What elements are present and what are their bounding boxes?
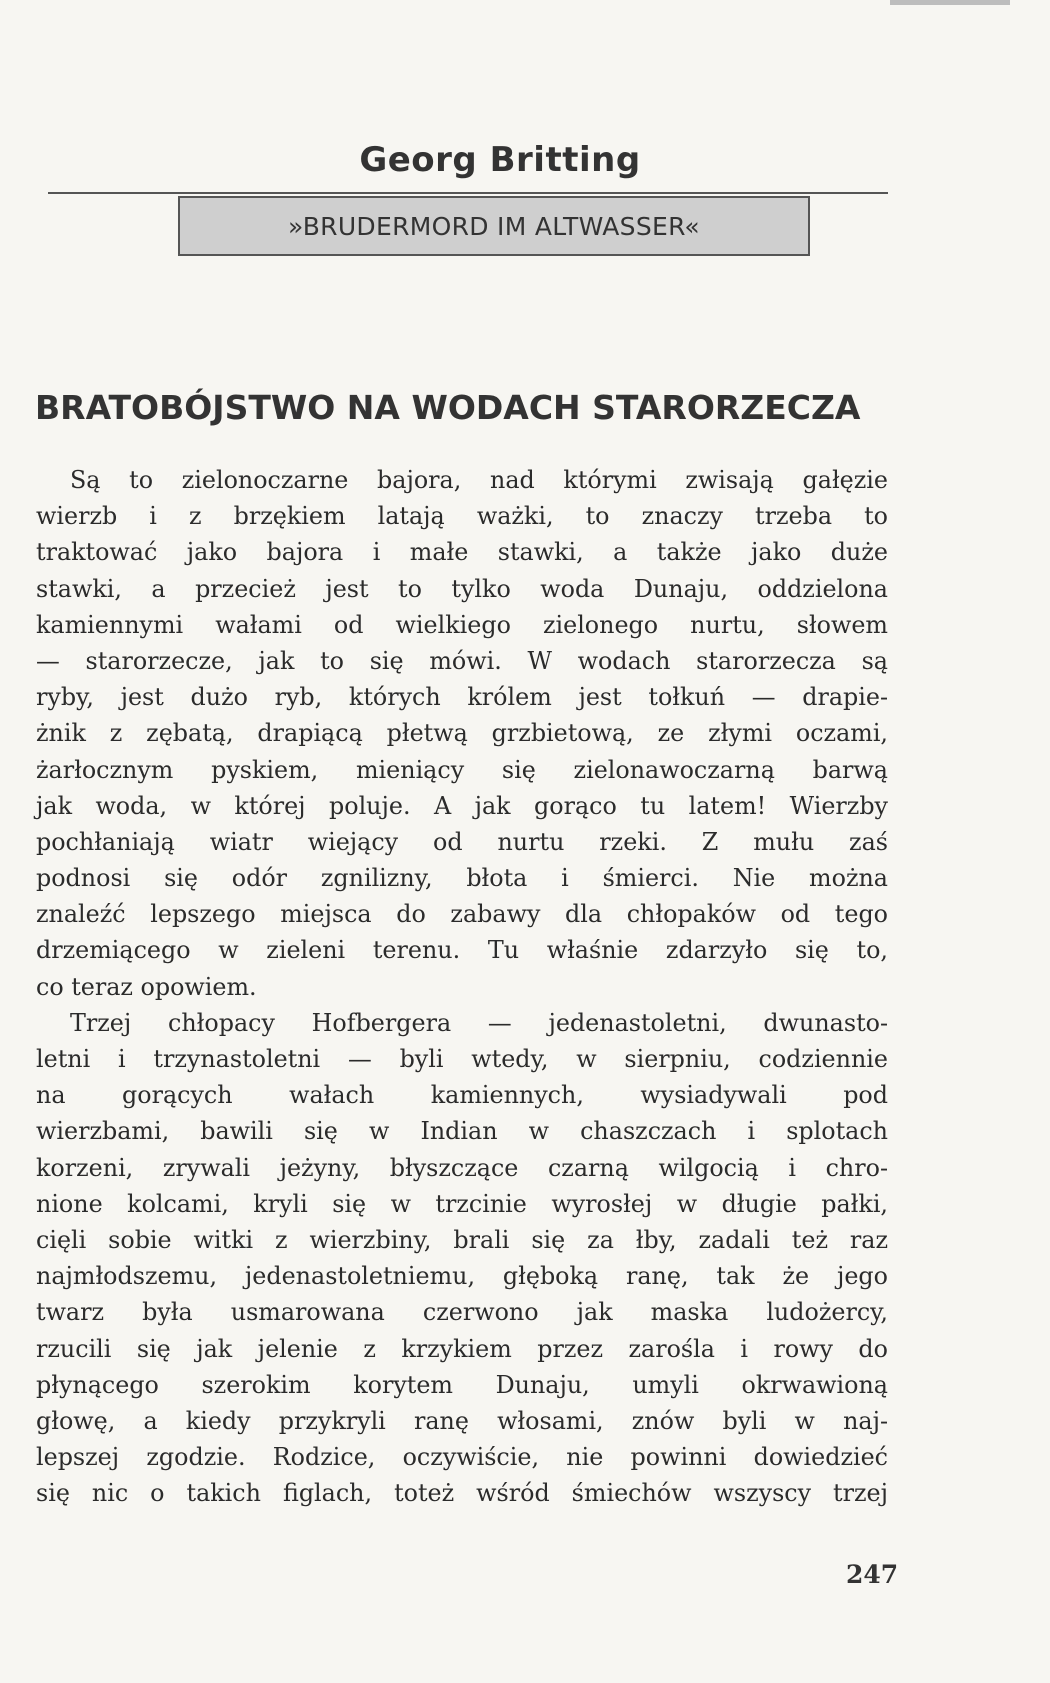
text-line: drzemiącego w zieleni terenu. Tu właśnie zdarzyło się to, [36,936,888,965]
text-line: kamiennymi wałami od wielkiego zielonego nurtu, słowem [36,610,888,639]
text-line: podnosi się odór zgnilizny, błota i śmierci. Nie można [36,864,888,893]
text-line: głowę, a kiedy przykryli ranę włosami, znów byli w naj- [36,1406,888,1435]
text-line: stawki, a przecież jest to tylko woda Dunaju, oddzielona [36,574,888,603]
text-line: korzeni, zrywali jeżyny, błyszczące czarną wilgocią i chro- [36,1153,888,1182]
text-line: letni i trzynastoletni — byli wtedy, w sierpniu, codziennie [36,1045,888,1073]
text-line: twarz była usmarowana czerwono jak maska ludożercy, [36,1298,888,1327]
body-text [36,462,888,1511]
story-title: BRATOBÓJSTWO NA WODACH STARORZECZA [35,388,861,427]
text-line: wierzb i z brzękiem latają ważki, to znaczy trzeba to [36,502,888,531]
original-title-box [178,196,810,256]
text-line: się nic o takich figlach, toteż wśród śmiechów wszyscy trzej [36,1479,888,1508]
text-line: pochłaniają wiatr wiejący od nurtu rzeki. Z mułu zaś [36,827,888,856]
text-line: wierzbami, bawili się w Indian w chaszczach i splotach [36,1117,888,1146]
text-line: lepszej zgodzie. Rodzice, oczywiście, nie powinni dowiedzieć [36,1443,888,1472]
text-line: Są to zielonoczarne bajora, nad którymi zwisają gałęzie [70,466,888,494]
text-line: na gorących wałach kamiennych, wysiadywali pod [36,1081,888,1110]
text-line: żarłocznym pyskiem, mieniący się zielonawoczarną barwą [36,755,888,784]
text-line: traktować jako bajora i małe stawki, a także jako duże [36,538,888,567]
text-line: ryby, jest dużo ryb, których królem jest tołkuń — drapie- [36,683,888,712]
text-line: znaleźć lepszego miejsca do zabawy dla chłopaków od tego [36,900,888,929]
text-line: nione kolcami, kryli się w trzcinie wyrosłej w długie pałki, [36,1189,888,1218]
author-name: Georg Britting [359,140,641,180]
text-line: rzucili się jak jelenie z krzykiem przez zarośla i rowy do [36,1334,888,1363]
header-rule [48,192,888,194]
text-line: jak woda, w której poluje. A jak gorąco tu latem! Wierzby [36,791,888,820]
text-line: — starorzecze, jak to się mówi. W wodach starorzecza są [36,646,888,675]
text-line: żnik z zębatą, drapiącą płetwą grzbietową, ze złymi oczami, [36,719,888,748]
text-line: Trzej chłopacy Hofbergera — jedenastoletni, dwunasto- [70,1008,888,1037]
text-line: co teraz opowiem. [36,972,257,1001]
page-number: 247 [846,1560,899,1589]
text-line: płynącego szerokim korytem Dunaju, umyli okrwawioną [36,1370,888,1399]
text-line: cięli sobie witki z wierzbiny, brali się za łby, zadali też raz [36,1225,888,1254]
text-line: najmłodszemu, jedenastoletniemu, głęboką ranę, tak że jego [36,1262,888,1291]
original-title: »BRUDERMORD IM ALTWASSER« [288,211,700,241]
scan-edge-mark [890,0,1010,5]
